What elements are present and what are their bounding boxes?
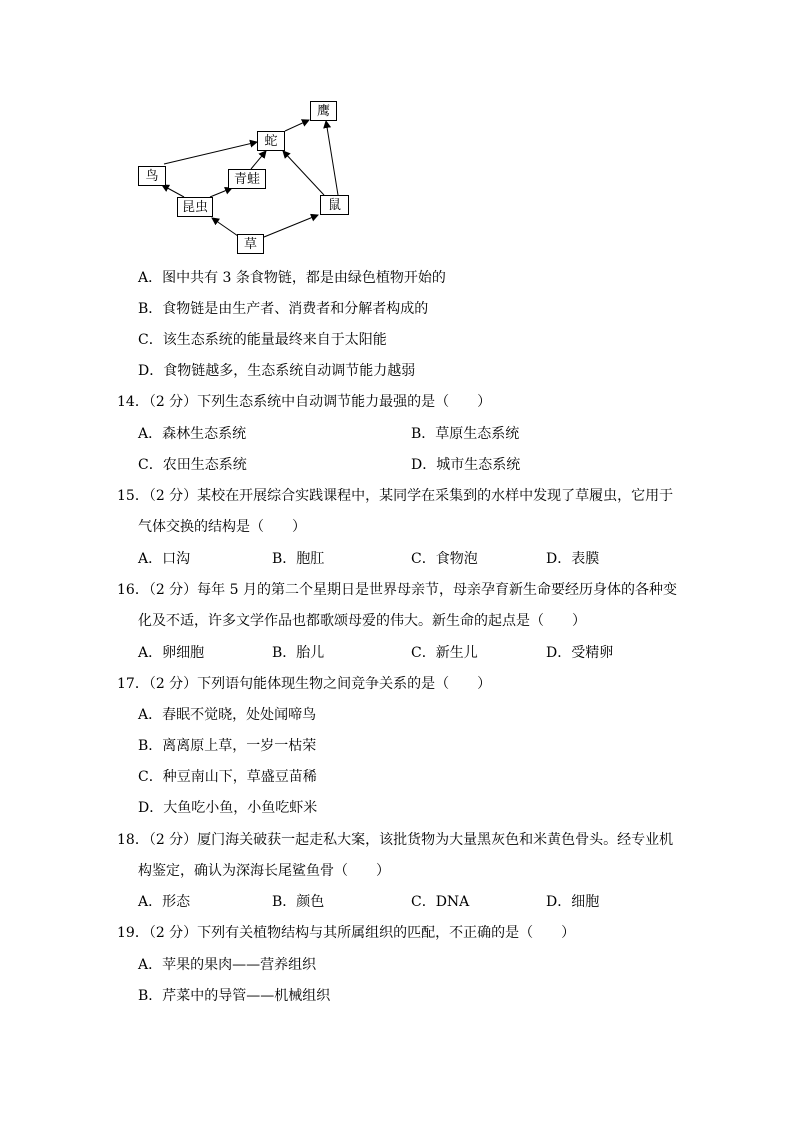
arrow-kunchong-niao: [162, 185, 184, 197]
q19-option-b: B．芹菜中的导管——机械组织: [138, 988, 331, 1004]
q14-option-a: A．森林生态系统: [138, 426, 247, 442]
arrow-cao-shu: [264, 215, 318, 237]
q15-stem-line2: 气体交换的结构是（ ）: [138, 519, 306, 535]
arrow-kunchong-qingwa: [210, 188, 232, 197]
node-cao: 草: [237, 234, 264, 254]
q19-option-a: A．苹果的果肉——营养组织: [138, 957, 317, 973]
food-web-diagram: [130, 98, 360, 258]
q13-option-a: A．图中共有 3 条食物链，都是由绿色植物开始的: [138, 270, 446, 286]
q16-option-b: B．胎儿: [272, 645, 325, 661]
arrow-cao-kunchong: [212, 218, 238, 236]
q18-option-b: B．颜色: [272, 894, 325, 910]
node-she: 蛇: [257, 131, 285, 151]
arrow-qingwa-she: [251, 151, 266, 169]
q17-option-d: D．大鱼吃小鱼，小鱼吃虾米: [138, 800, 318, 816]
q16-stem-line2: 化及不适，许多文学作品也都歌颂母爱的伟大。新生命的起点是（ ）: [138, 613, 586, 629]
q17-option-c: C．种豆南山下，草盛豆苗稀: [138, 769, 317, 785]
arrow-shu-she: [283, 151, 324, 195]
arrow-shu-ying: [326, 121, 338, 195]
q16-option-c: C．新生儿: [411, 645, 478, 661]
q15-option-c: C．食物泡: [411, 551, 478, 567]
q13-option-b: B．食物链是由生产者、消费者和分解者构成的: [138, 301, 429, 317]
q15-option-b: B．胞肛: [272, 551, 325, 567]
q15-stem-line1: 15．（2 分）某校在开展综合实践课程中，某同学在采集到的水样中发现了草履虫，它用于: [117, 488, 674, 504]
q16-option-d: D．受精卵: [546, 645, 614, 661]
q17-stem: 17．（2 分）下列语句能体现生物之间竞争关系的是（ ）: [117, 676, 492, 692]
node-niao: 鸟: [138, 166, 166, 186]
node-kunchong: 昆虫: [177, 197, 213, 217]
q15-option-a: A．口沟: [138, 551, 191, 567]
q18-option-a: A．形态: [138, 894, 191, 910]
q18-option-d: D．细胞: [546, 894, 600, 910]
q13-option-d: D．食物链越多，生态系统自动调节能力越弱: [138, 363, 416, 379]
q14-option-d: D．城市生态系统: [411, 457, 521, 473]
q14-option-b: B．草原生态系统: [411, 426, 520, 442]
node-qingwa: 青蛙: [228, 169, 266, 189]
q14-stem: 14．（2 分）下列生态系统中自动调节能力最强的是（ ）: [117, 394, 492, 410]
q18-stem-line2: 构鉴定，确认为深海长尾鲨鱼骨（ ）: [138, 863, 390, 879]
q15-option-d: D．表膜: [546, 551, 600, 567]
q19-stem: 19．（2 分）下列有关植物结构与其所属组织的匹配，不正确的是（ ）: [117, 925, 576, 941]
q16-stem-line1: 16．（2 分）每年 5 月的第二个星期日是世界母亲节，母亲孕育新生命要经历身体的各种变: [117, 582, 677, 598]
q14-option-c: C．农田生态系统: [138, 457, 247, 473]
q17-option-b: B．离离原上草，一岁一枯荣: [138, 738, 317, 754]
q17-option-a: A．春眠不觉晓，处处闻啼鸟: [138, 707, 317, 723]
q18-stem-line1: 18．（2 分）厦门海关破获一起走私大案，该批货物为大量黑灰色和米黄色骨头。经专业机: [117, 832, 674, 848]
node-shu: 鼠: [320, 195, 349, 215]
node-ying: 鹰: [310, 101, 337, 121]
arrow-niao-she: [164, 142, 257, 164]
q16-option-a: A．卵细胞: [138, 645, 205, 661]
q13-option-c: C．该生态系统的能量最终来自于太阳能: [138, 332, 387, 348]
arrow-she-ying: [285, 120, 309, 131]
q18-option-c: C．DNA: [411, 894, 470, 910]
